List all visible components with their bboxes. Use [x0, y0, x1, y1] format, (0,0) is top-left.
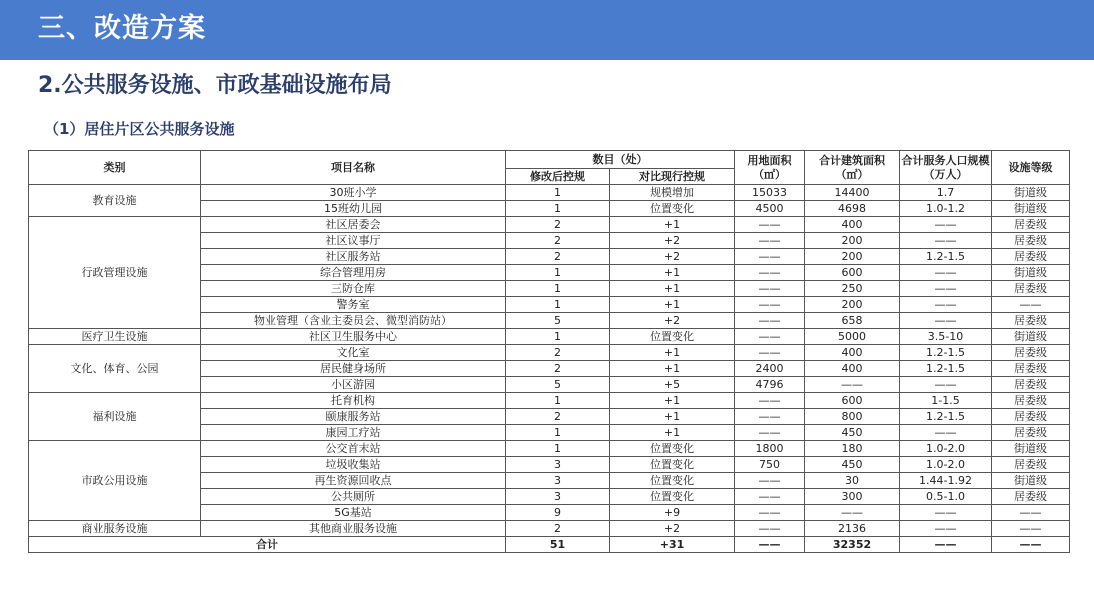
cell-level: 居委级 [992, 313, 1070, 329]
cell-building: 30 [805, 473, 900, 489]
cell-land: —— [735, 521, 805, 537]
cell-building: 450 [805, 425, 900, 441]
header-land-area [735, 151, 805, 185]
cell-building: 600 [805, 265, 900, 281]
cell-building: 400 [805, 361, 900, 377]
cell-compare: +1 [610, 425, 735, 441]
cell-category: 教育设施 [29, 185, 201, 217]
cell-level: 居委级 [992, 377, 1070, 393]
header-population-label: 合计服务人口规模 [901, 153, 990, 167]
table-row [29, 345, 1070, 361]
cell-building: 2136 [805, 521, 900, 537]
cell-land: —— [735, 233, 805, 249]
cell-population: 1.0-2.0 [900, 441, 992, 457]
header-count-compare: 对比现行控规 [610, 169, 735, 185]
cell-population: —— [900, 505, 992, 521]
cell-land: —— [735, 281, 805, 297]
cell-population: —— [900, 425, 992, 441]
header-building-area-label: 合计建筑面积 [819, 153, 885, 167]
cell-item: 居民健身场所 [201, 361, 506, 377]
cell-compare: 位置变化 [610, 473, 735, 489]
total-compare: +31 [610, 537, 735, 553]
cell-population: 1.0-1.2 [900, 201, 992, 217]
cell-land: —— [735, 489, 805, 505]
cell-level: 街道级 [992, 473, 1070, 489]
cell-category: 医疗卫生设施 [29, 329, 201, 345]
cell-level: 居委级 [992, 409, 1070, 425]
cell-item: 颐康服务站 [201, 409, 506, 425]
section-banner [0, 0, 1094, 60]
cell-level: 居委级 [992, 217, 1070, 233]
cell-category: 行政管理设施 [29, 217, 201, 329]
cell-level: 街道级 [992, 329, 1070, 345]
cell-land: —— [735, 345, 805, 361]
cell-count: 1 [506, 265, 610, 281]
cell-building: 14400 [805, 185, 900, 201]
section-subtitle: （1）居住片区公共服务设施 [44, 120, 235, 138]
total-land: —— [735, 537, 805, 553]
cell-compare: +1 [610, 409, 735, 425]
cell-item: 社区服务站 [201, 249, 506, 265]
cell-category: 福利设施 [29, 393, 201, 441]
cell-land: 2400 [735, 361, 805, 377]
cell-land: —— [735, 329, 805, 345]
cell-compare: 位置变化 [610, 441, 735, 457]
header-level: 设施等级 [992, 151, 1070, 185]
cell-land: —— [735, 409, 805, 425]
cell-building: —— [805, 377, 900, 393]
table-row [29, 521, 1070, 537]
cell-compare: +5 [610, 377, 735, 393]
cell-compare: +2 [610, 313, 735, 329]
cell-building: 250 [805, 281, 900, 297]
cell-item: 公共厕所 [201, 489, 506, 505]
cell-count: 2 [506, 361, 610, 377]
cell-building: 300 [805, 489, 900, 505]
cell-item: 社区卫生服务中心 [201, 329, 506, 345]
cell-population: 1.2-1.5 [900, 345, 992, 361]
cell-level: —— [992, 297, 1070, 313]
cell-population: —— [900, 297, 992, 313]
cell-count: 5 [506, 313, 610, 329]
cell-building: 4698 [805, 201, 900, 217]
cell-item: 公交首末站 [201, 441, 506, 457]
cell-level: 街道级 [992, 185, 1070, 201]
cell-item: 其他商业服务设施 [201, 521, 506, 537]
cell-item: 再生资源回收点 [201, 473, 506, 489]
cell-compare: +2 [610, 521, 735, 537]
cell-item: 垃圾收集站 [201, 457, 506, 473]
cell-building: 200 [805, 249, 900, 265]
cell-count: 2 [506, 249, 610, 265]
cell-land: —— [735, 265, 805, 281]
header-item: 项目名称 [201, 151, 506, 185]
cell-item: 社区居委会 [201, 217, 506, 233]
cell-compare: +1 [610, 345, 735, 361]
cell-population: 3.5-10 [900, 329, 992, 345]
cell-population: 1.7 [900, 185, 992, 201]
cell-land: —— [735, 297, 805, 313]
cell-land: —— [735, 505, 805, 521]
cell-compare: +1 [610, 217, 735, 233]
cell-land: —— [735, 249, 805, 265]
cell-count: 1 [506, 393, 610, 409]
cell-compare: +1 [610, 297, 735, 313]
cell-building: —— [805, 505, 900, 521]
total-building: 32352 [805, 537, 900, 553]
cell-building: 658 [805, 313, 900, 329]
total-label: 合计 [29, 537, 506, 553]
cell-count: 1 [506, 281, 610, 297]
cell-item: 警务室 [201, 297, 506, 313]
cell-compare: +2 [610, 249, 735, 265]
cell-land: —— [735, 313, 805, 329]
header-land-area-label: 用地面积 [747, 153, 792, 167]
cell-population: —— [900, 521, 992, 537]
cell-population: 0.5-1.0 [900, 489, 992, 505]
cell-level: 街道级 [992, 201, 1070, 217]
cell-level: 居委级 [992, 249, 1070, 265]
cell-item: 30班小学 [201, 185, 506, 201]
cell-count: 1 [506, 425, 610, 441]
cell-item: 小区游园 [201, 377, 506, 393]
cell-count: 2 [506, 345, 610, 361]
cell-item: 物业管理（含业主委员会、微型消防站） [201, 313, 506, 329]
facility-table [28, 150, 1070, 553]
cell-item: 5G基站 [201, 505, 506, 521]
cell-population: 1-1.5 [900, 393, 992, 409]
cell-population: —— [900, 377, 992, 393]
cell-building: 200 [805, 233, 900, 249]
cell-compare: 规模增加 [610, 185, 735, 201]
cell-land: —— [735, 393, 805, 409]
cell-count: 1 [506, 329, 610, 345]
cell-building: 180 [805, 441, 900, 457]
cell-building: 400 [805, 345, 900, 361]
cell-level: 居委级 [992, 281, 1070, 297]
table-row [29, 329, 1070, 345]
cell-population: —— [900, 265, 992, 281]
cell-item: 15班幼儿园 [201, 201, 506, 217]
cell-count: 2 [506, 521, 610, 537]
cell-land: —— [735, 425, 805, 441]
cell-level: 居委级 [992, 457, 1070, 473]
cell-compare: +1 [610, 361, 735, 377]
cell-level: 街道级 [992, 265, 1070, 281]
cell-population: 1.2-1.5 [900, 361, 992, 377]
cell-category: 文化、体育、公园 [29, 345, 201, 393]
cell-land: 15033 [735, 185, 805, 201]
cell-count: 3 [506, 489, 610, 505]
section-title: 2.公共服务设施、市政基础设施布局 [38, 73, 392, 98]
cell-level: 居委级 [992, 233, 1070, 249]
cell-population: —— [900, 233, 992, 249]
header-building-area-unit: （㎡） [835, 167, 869, 181]
cell-level: 居委级 [992, 425, 1070, 441]
cell-count: 1 [506, 441, 610, 457]
total-pop: —— [900, 537, 992, 553]
cell-count: 3 [506, 473, 610, 489]
cell-count: 2 [506, 233, 610, 249]
header-population [900, 151, 992, 185]
table-row [29, 393, 1070, 409]
header-category: 类别 [29, 151, 201, 185]
cell-count: 2 [506, 409, 610, 425]
cell-building: 200 [805, 297, 900, 313]
cell-compare: +1 [610, 393, 735, 409]
cell-compare: +9 [610, 505, 735, 521]
table-row [29, 185, 1070, 201]
cell-building: 5000 [805, 329, 900, 345]
cell-land: —— [735, 473, 805, 489]
cell-level: 居委级 [992, 345, 1070, 361]
cell-count: 2 [506, 217, 610, 233]
cell-item: 社区议事厅 [201, 233, 506, 249]
cell-building: 600 [805, 393, 900, 409]
total-row [29, 537, 1070, 553]
total-count: 51 [506, 537, 610, 553]
cell-level: 居委级 [992, 393, 1070, 409]
cell-category: 商业服务设施 [29, 521, 201, 537]
cell-population: —— [900, 281, 992, 297]
cell-count: 1 [506, 185, 610, 201]
cell-compare: 位置变化 [610, 329, 735, 345]
cell-level: —— [992, 505, 1070, 521]
cell-population: 1.0-2.0 [900, 457, 992, 473]
cell-compare: +1 [610, 265, 735, 281]
cell-level: —— [992, 521, 1070, 537]
cell-building: 800 [805, 409, 900, 425]
cell-compare: 位置变化 [610, 201, 735, 217]
banner-title: 三、改造方案 [38, 13, 206, 44]
header-building-area [805, 151, 900, 185]
cell-land: 4796 [735, 377, 805, 393]
header-count-group: 数目（处） [506, 151, 735, 169]
cell-land: 1800 [735, 441, 805, 457]
cell-item: 康园工疗站 [201, 425, 506, 441]
cell-population: 1.2-1.5 [900, 249, 992, 265]
cell-population: 1.44-1.92 [900, 473, 992, 489]
cell-level: 街道级 [992, 441, 1070, 457]
cell-compare: +2 [610, 233, 735, 249]
cell-item: 托育机构 [201, 393, 506, 409]
cell-population: —— [900, 313, 992, 329]
cell-category: 市政公用设施 [29, 441, 201, 521]
table-row [29, 217, 1070, 233]
cell-item: 三防仓库 [201, 281, 506, 297]
cell-compare: +1 [610, 281, 735, 297]
cell-population: —— [900, 217, 992, 233]
cell-item: 综合管理用房 [201, 265, 506, 281]
cell-land: 4500 [735, 201, 805, 217]
cell-count: 9 [506, 505, 610, 521]
table-row [29, 441, 1070, 457]
cell-population: 1.2-1.5 [900, 409, 992, 425]
cell-building: 450 [805, 457, 900, 473]
cell-count: 1 [506, 297, 610, 313]
cell-level: 居委级 [992, 361, 1070, 377]
cell-land: 750 [735, 457, 805, 473]
header-count-after: 修改后控规 [506, 169, 610, 185]
cell-building: 400 [805, 217, 900, 233]
header-land-area-unit: （㎡） [753, 167, 786, 181]
table-body [29, 185, 1070, 537]
cell-compare: 位置变化 [610, 457, 735, 473]
cell-item: 文化室 [201, 345, 506, 361]
cell-count: 5 [506, 377, 610, 393]
header-population-unit: （万人） [923, 167, 968, 181]
cell-land: —— [735, 217, 805, 233]
total-level: —— [992, 537, 1070, 553]
cell-count: 1 [506, 201, 610, 217]
cell-level: 居委级 [992, 489, 1070, 505]
cell-count: 3 [506, 457, 610, 473]
cell-compare: 位置变化 [610, 489, 735, 505]
